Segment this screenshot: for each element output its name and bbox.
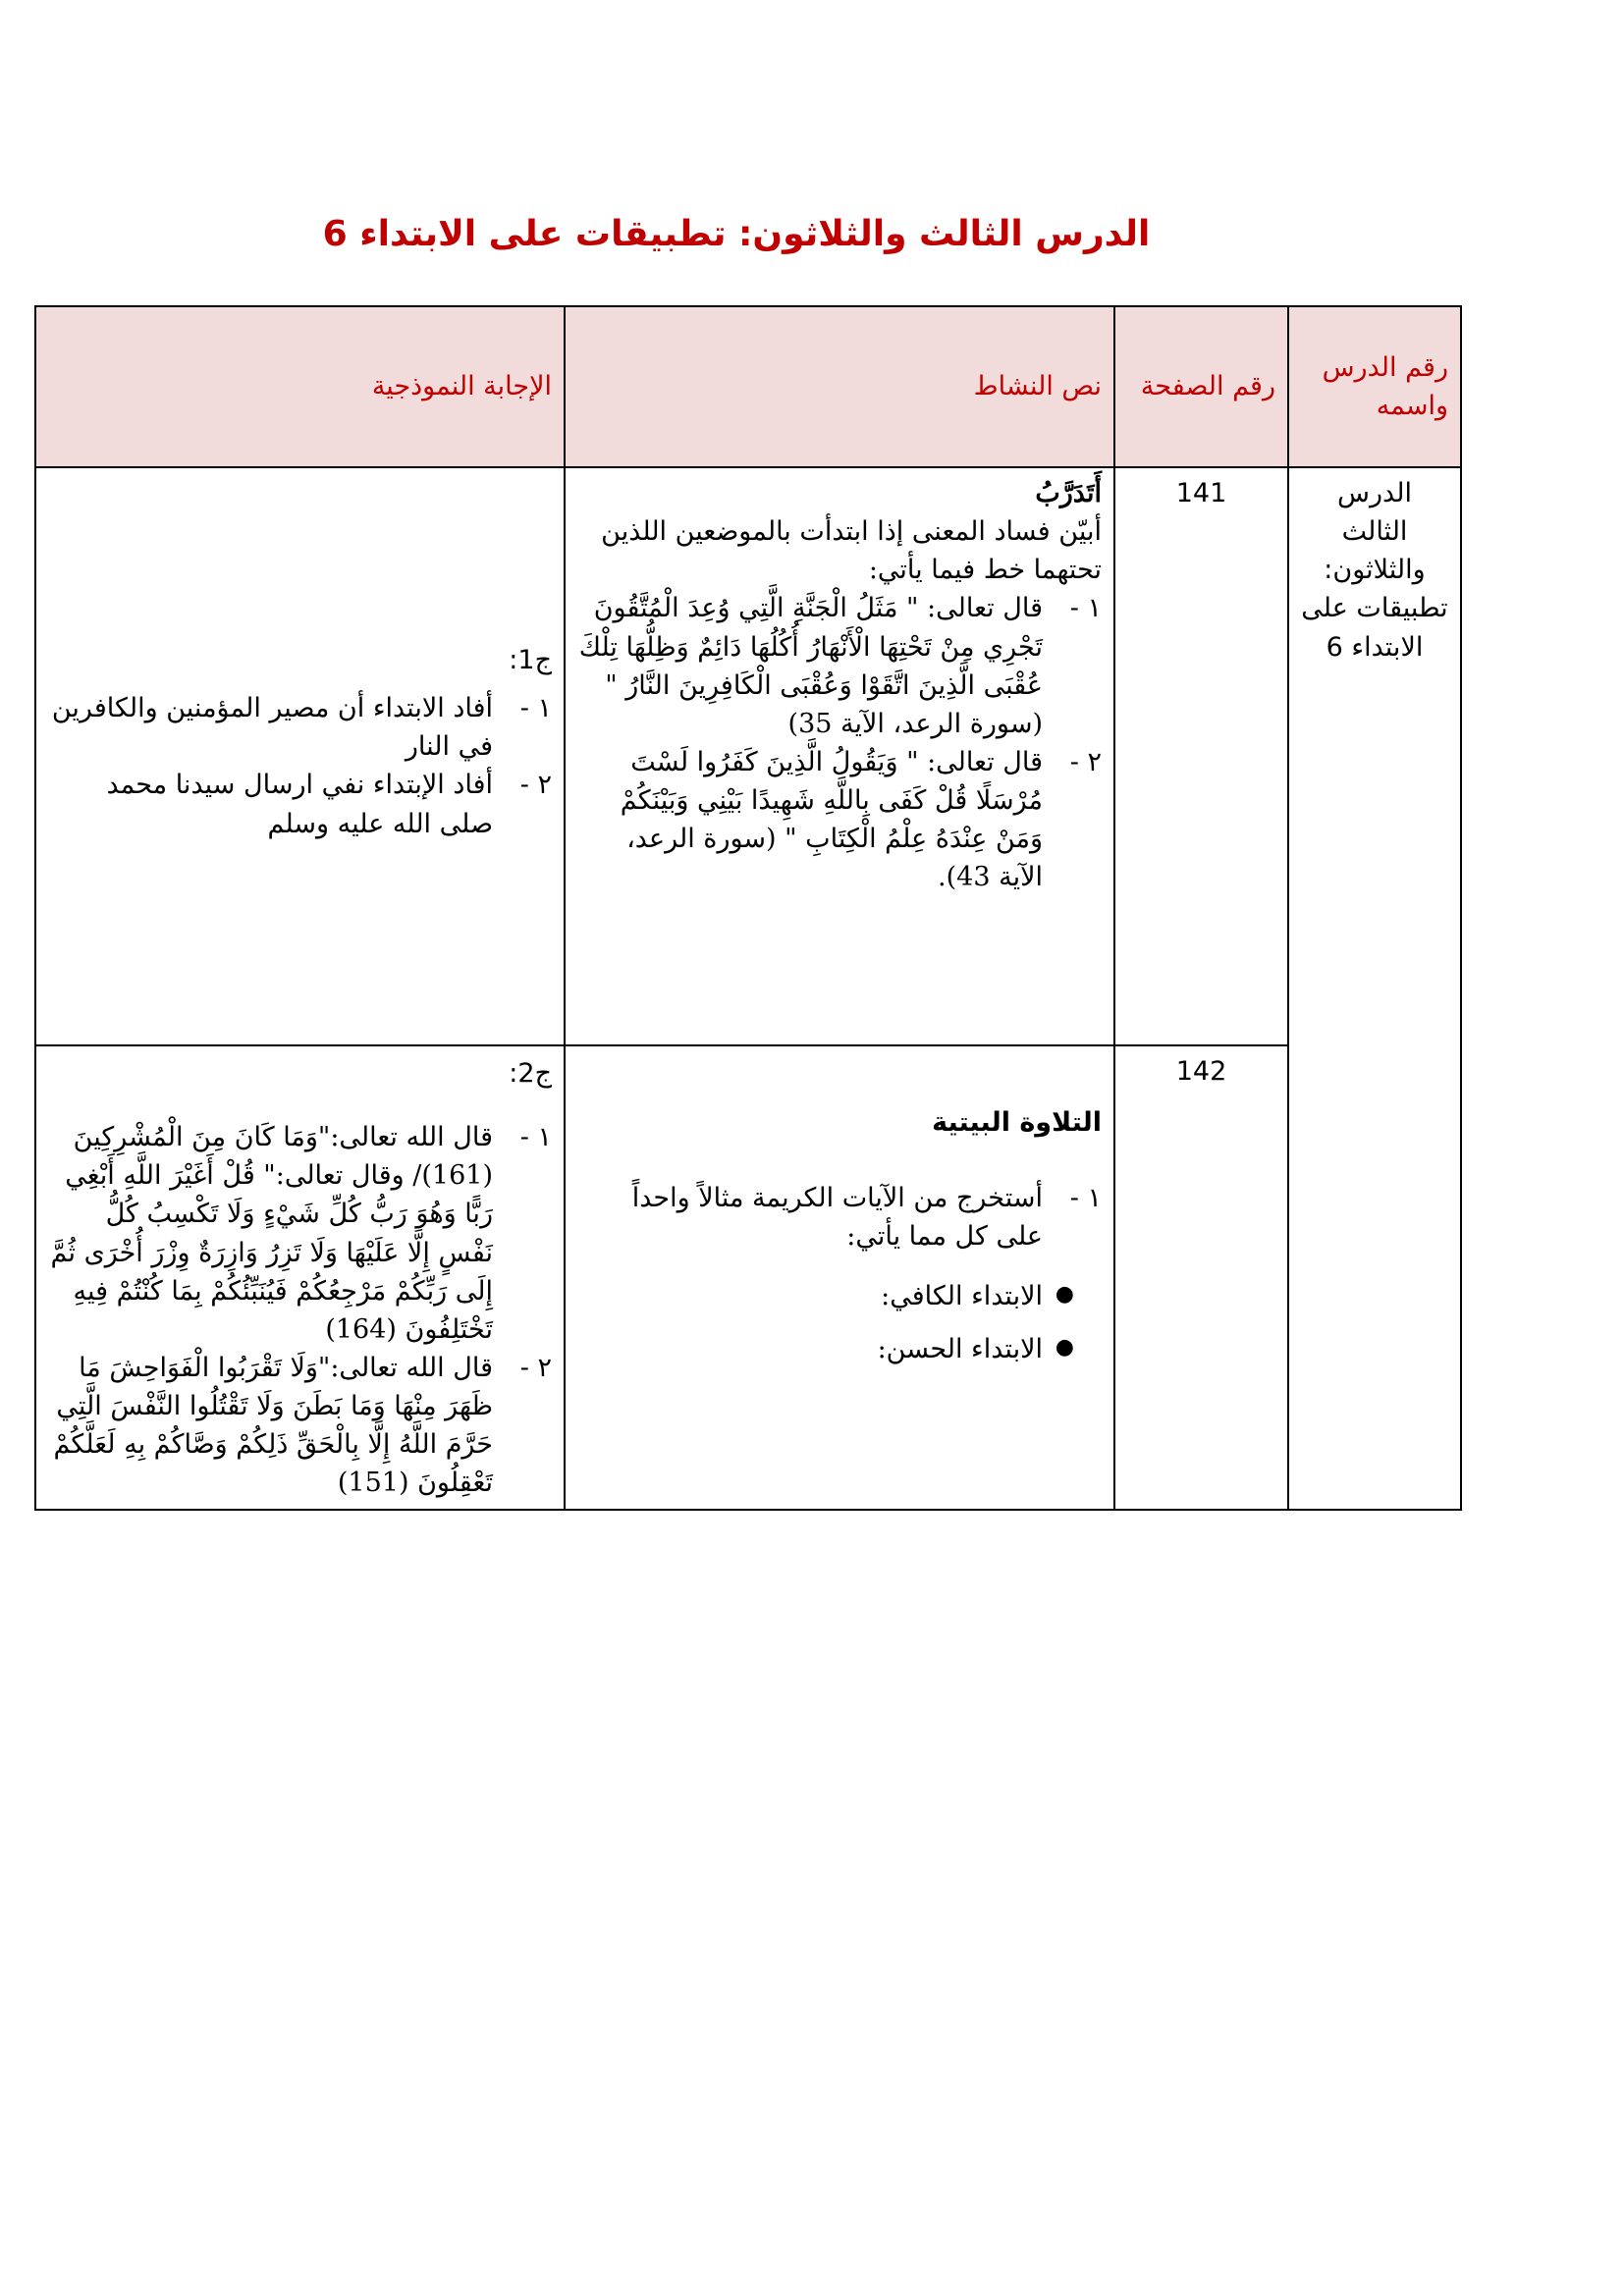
activity-heading: التلاوة البيتية xyxy=(932,1107,1102,1138)
answer-item xyxy=(48,766,552,842)
item-number: ١ - xyxy=(1069,1183,1102,1214)
table-row xyxy=(35,467,1461,1045)
activity-item-text: قال تعالى: " مَثَلُ الْجَنَّةِ الَّتِي وُعِدَ الْمُتَّقُونَ تَجْرِي مِنْ تَحْتِهَا الْأَنْهَارُ أُكُلُهَا دَائِمٌ وَظِلُّهَا تِلْكَ عُقْبَى الَّذِينَ اتَّقَوْا وَعُقْبَى الْكَافِرِينَ النَّارُ " (سورة الرعد، الآية 35) xyxy=(578,593,1043,739)
answer-item-text: أفاد الابتداء أن مصير المؤمنين والكافرين في النار xyxy=(51,693,493,763)
bullet-list xyxy=(577,1277,1102,1367)
page-title: الدرس الثالث والثلاثون: تطبيقات على الابتداء 6 xyxy=(322,214,1151,254)
answer-item xyxy=(48,689,552,766)
page-number-cell: 141 xyxy=(1114,467,1288,1045)
answer-item-text: قال الله تعالى:"وَلَا تَقْرَبُوا الْفَوَاحِشَ مَا ظَهَرَ مِنْهَا وَمَا بَطَنَ وَلَا تَقْتُلُوا النَّفْسَ الَّتِي حَرَّمَ اللَّهُ إِلَّا بِالْحَقِّ ذَلِكُمْ وَصَّاكُمْ بِهِ لَعَلَّكُمْ تَعْقِلُونَ (151) xyxy=(53,1352,493,1499)
answer-item xyxy=(48,1349,552,1503)
item-number: ١ - xyxy=(1069,593,1102,624)
activity-cell xyxy=(565,467,1114,1045)
item-number: ٢ - xyxy=(519,1352,552,1383)
item-number: ٢ - xyxy=(1069,746,1102,777)
lesson-table xyxy=(34,305,1462,1511)
item-number: ١ - xyxy=(519,1122,552,1153)
header-page: رقم الصفحة xyxy=(1114,306,1288,467)
activity-cell xyxy=(565,1045,1114,1510)
item-number: ٢ - xyxy=(519,770,552,801)
activity-item-text: أستخرج من الآيات الكريمة مثالاً واحداً على كل مما يأتي: xyxy=(631,1183,1043,1253)
answer-item-text: أفاد الإبتداء نفي ارسال سيدنا محمد صلى الله عليه وسلم xyxy=(106,770,493,839)
answer-item-text: قال الله تعالى:"وَمَا كَانَ مِنَ الْمُشْرِكِينَ (161)/ وقال تعالى:" قُلْ أَغَيْرَ اللَّهِ أَبْغِي رَبًّا وَهُوَ رَبُّ كُلِّ شَيْءٍ وَلَا تَكْسِبُ كُلُّ نَفْسٍ إِلَّا عَلَيْهَا وَلَا تَزِرُ وَازِرَةٌ وِزْرَ أُخْرَى ثُمَّ إِلَى رَبِّكُمْ مَرْجِعُكُمْ فَيُنَبِّئُكُمْ بِمَا كُنْتُمْ فِيهِ تَخْتَلِفُونَ (164) xyxy=(50,1122,493,1345)
answer-label: ج2: xyxy=(509,1058,552,1089)
activity-item xyxy=(577,589,1102,743)
bullet-item: ● الابتداء الحسن: xyxy=(577,1330,1043,1368)
activity-item xyxy=(577,743,1102,897)
table-header-row xyxy=(35,306,1461,467)
header-answer: الإجابة النموذجية xyxy=(35,306,565,467)
lesson-name-cell: الدرس الثالث والثلاثون: تطبيقات على الابتداء 6 xyxy=(1288,467,1461,1510)
activity-item xyxy=(577,1179,1102,1255)
header-activity: نص النشاط xyxy=(565,306,1114,467)
activity-instruction: أبيّن فساد المعنى إذا ابتدأت بالموضعين اللذين تحتهما خط فيما يأتي: xyxy=(601,516,1102,586)
activity-item-text: قال تعالى: " وَيَقُولُ الَّذِينَ كَفَرُوا لَسْتَ مُرْسَلًا قُلْ كَفَى بِاللَّهِ شَهِيدًا بَيْنِي وَبَيْنَكُمْ وَمَنْ عِنْدَهُ عِلْمُ الْكِتَابِ " (سورة الرعد، الآية 43). xyxy=(620,746,1043,893)
item-number: ١ - xyxy=(519,693,552,724)
bullet-item: ● الابتداء الكافي: xyxy=(577,1277,1043,1315)
page-number-cell: 142 xyxy=(1114,1045,1288,1510)
table-row xyxy=(35,1045,1461,1510)
header-lesson: رقم الدرس واسمه xyxy=(1288,306,1461,467)
answer-item xyxy=(48,1118,552,1349)
answer-label: ج1: xyxy=(509,645,552,675)
answer-cell xyxy=(35,1045,565,1510)
activity-heading: أَتَدَرَّبُ xyxy=(1035,478,1102,508)
answer-cell xyxy=(35,467,565,1045)
